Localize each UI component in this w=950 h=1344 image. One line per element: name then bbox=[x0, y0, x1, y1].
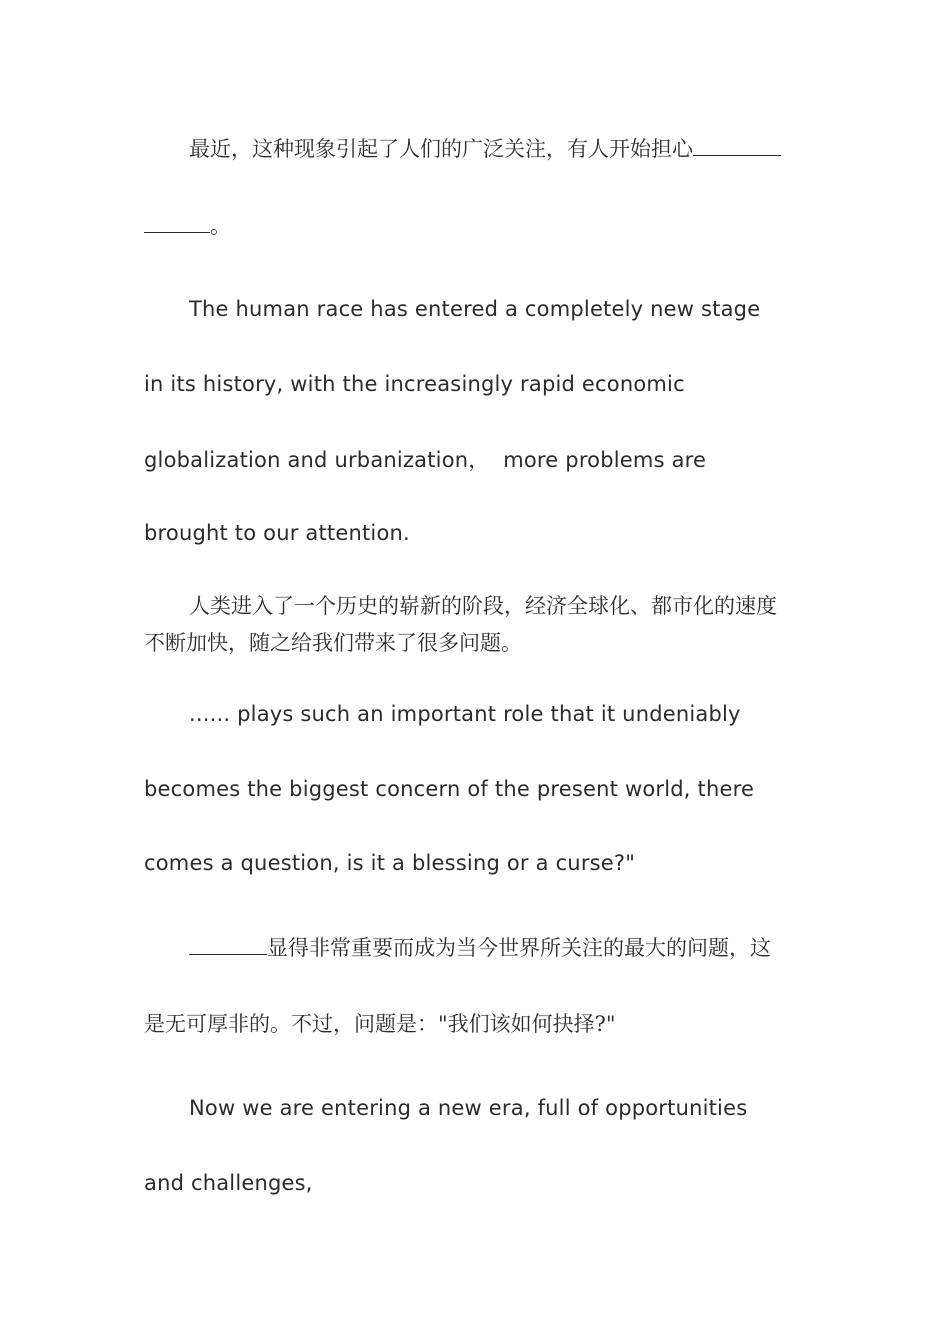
paragraph-2-line-2: in its history, with the increasingly rapid economic bbox=[144, 372, 685, 396]
paragraph-2-line-1: The human race has entered a completely new stage bbox=[189, 297, 761, 321]
paragraph-3-line-1: 人类进入了一个历史的崭新的阶段，经济全球化、都市化的速度 bbox=[189, 594, 777, 618]
fill-in-blank bbox=[693, 135, 781, 156]
paragraph-1-line-1 bbox=[189, 135, 781, 163]
paragraph-4-line-3: comes a question, is it a blessing or a curse?" bbox=[144, 851, 636, 875]
paragraph-6-line-2: and challenges, bbox=[144, 1171, 313, 1195]
paragraph-5-line-2: 是无可厚非的。不过，问题是："我们该如何抉择?" bbox=[144, 1012, 616, 1036]
paragraph-1-text: 最近，这种现象引起了人们的广泛关注，有人开始担心 bbox=[189, 137, 693, 161]
paragraph-3-line-2: 不断加快，随之给我们带来了很多问题。 bbox=[144, 631, 522, 655]
paragraph-6-line-1: Now we are entering a new era, full of opportunities bbox=[189, 1096, 748, 1120]
paragraph-2-line-3: globalization and urbanization， more problems are bbox=[144, 448, 707, 472]
fill-in-blank bbox=[189, 934, 267, 955]
paragraph-1-end: 。 bbox=[210, 214, 231, 238]
paragraph-5-text: 显得非常重要而成为当今世界所关注的最大的问题，这 bbox=[267, 936, 771, 960]
fill-in-blank bbox=[144, 212, 210, 233]
paragraph-4-line-1: ...... plays such an important role that it undeniably bbox=[189, 702, 741, 726]
paragraph-4-line-2: becomes the biggest concern of the present world, there bbox=[144, 777, 755, 801]
paragraph-1-line-2 bbox=[144, 212, 231, 240]
paragraph-5-line-1 bbox=[189, 934, 771, 962]
paragraph-2-line-4: brought to our attention. bbox=[144, 521, 410, 545]
